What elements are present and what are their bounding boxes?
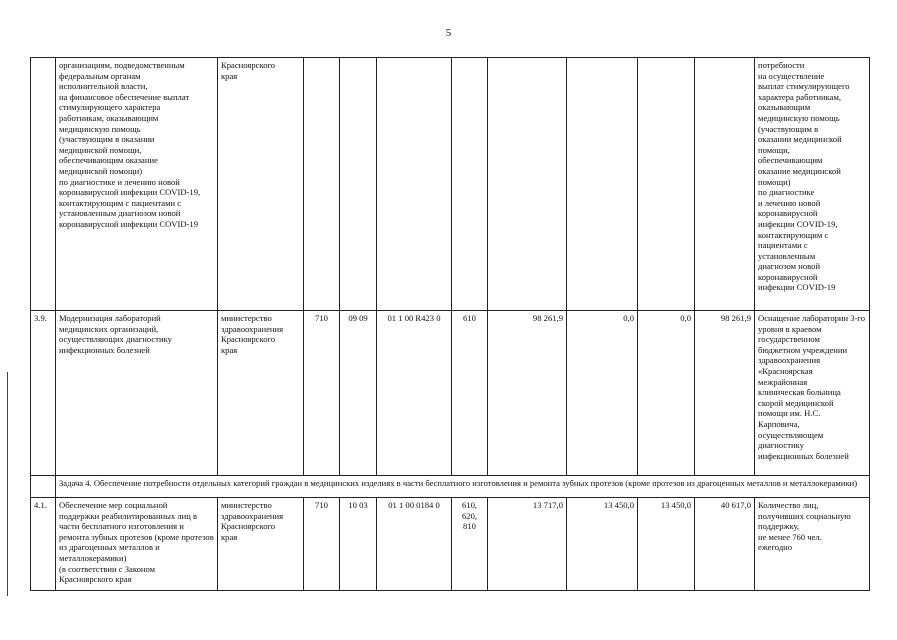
task-number-cell bbox=[31, 476, 56, 498]
year1-amount: 98 261,9 bbox=[488, 311, 567, 476]
program-table bbox=[30, 57, 870, 591]
expected-result: потребности на осуществление выплат стимулирующего характера работникам, оказывающим медицинскую помощь (участвующим в оказании медицинской помощи, обеспечивающим оказание медицинской помощи) по диагностике и лечению новой коронавирусной инфекции COVID-19, контактирующим с пациентами с установленным диагнозом новой коронавирусной инфекции COVID-19 bbox=[755, 58, 870, 311]
total-amount: 98 261,9 bbox=[695, 311, 755, 476]
rzpr-code: 10 03 bbox=[340, 498, 377, 591]
year2-amount bbox=[567, 58, 638, 311]
csr-code: 01 1 00 R423 0 bbox=[377, 311, 452, 476]
row-number bbox=[31, 58, 56, 311]
year1-amount: 13 717,0 bbox=[488, 498, 567, 591]
table-row bbox=[31, 498, 870, 591]
measure-name: организациям, подведомственным федеральным органам исполнительной власти, на финансовое обеспечение выплат стимулирующего характера работникам, оказывающим медицинскую помощь (участвующим в оказании медицинской помощи, обеспечивающим оказание медицинской помощи) по диагностике и лечению новой коронавирусной инфекции COVID-19, контактирующим с пациентами с установленным диагнозом новой коронавирусной инфекции COVID-19 bbox=[56, 58, 218, 311]
vr-code bbox=[452, 58, 488, 311]
row-number: 3.9. bbox=[31, 311, 56, 476]
expected-result: Оснащение лаборатории 3-го уровня в краевом государственном бюджетном учреждении здравоохранения «Красноярская межрайонная клиническая больница скорой медицинской помощи им. Н.С. Карповича, осуществляющем диагностику инфекционных болезней bbox=[755, 311, 870, 476]
executor: министерство здравоохранения Красноярского края bbox=[218, 311, 304, 476]
row-number: 4.1. bbox=[31, 498, 56, 591]
year2-amount: 0,0 bbox=[567, 311, 638, 476]
grbs-code bbox=[304, 58, 340, 311]
rzpr-code bbox=[340, 58, 377, 311]
total-amount bbox=[695, 58, 755, 311]
measure-name: Модернизация лабораторий медицинских организаций, осуществляющих диагностику инфекционных болезней bbox=[56, 311, 218, 476]
table-row bbox=[31, 58, 870, 311]
table-row bbox=[31, 311, 870, 476]
year1-amount bbox=[488, 58, 567, 311]
grbs-code: 710 bbox=[304, 498, 340, 591]
csr-code: 01 1 00 0184 0 bbox=[377, 498, 452, 591]
csr-code bbox=[377, 58, 452, 311]
rzpr-code: 09 09 bbox=[340, 311, 377, 476]
executor: Красноярского края bbox=[218, 58, 304, 311]
grbs-code: 710 bbox=[304, 311, 340, 476]
year3-amount bbox=[638, 58, 695, 311]
measure-name: Обеспечение мер социальной поддержки реабилитированных лиц в части бесплатного изготовления и ремонта зубных протезов (кроме протезов из драгоценных металлов и металлокерамики) (в соответствии с Законом Красноярского края bbox=[56, 498, 218, 591]
task-row bbox=[31, 476, 870, 498]
year2-amount: 13 450,0 bbox=[567, 498, 638, 591]
year3-amount: 13 450,0 bbox=[638, 498, 695, 591]
executor: министерство здравоохранения Красноярского края bbox=[218, 498, 304, 591]
page-number: 5 bbox=[445, 27, 452, 39]
task-heading: Задача 4. Обеспечение потребности отдельных категорий граждан в медицинских изделиях в части бесплатного изготовления и ремонта зубных протезов (кроме протезов из драгоценных металлов и металлокерамики) bbox=[56, 476, 870, 498]
expected-result: Количество лиц, получивших социальную поддержку, не менее 760 чел. ежегодно bbox=[755, 498, 870, 591]
year3-amount: 0,0 bbox=[638, 311, 695, 476]
margin-rule bbox=[7, 372, 8, 596]
vr-code: 610 bbox=[452, 311, 488, 476]
total-amount: 40 617,0 bbox=[695, 498, 755, 591]
vr-code: 610, 620, 810 bbox=[452, 498, 488, 591]
